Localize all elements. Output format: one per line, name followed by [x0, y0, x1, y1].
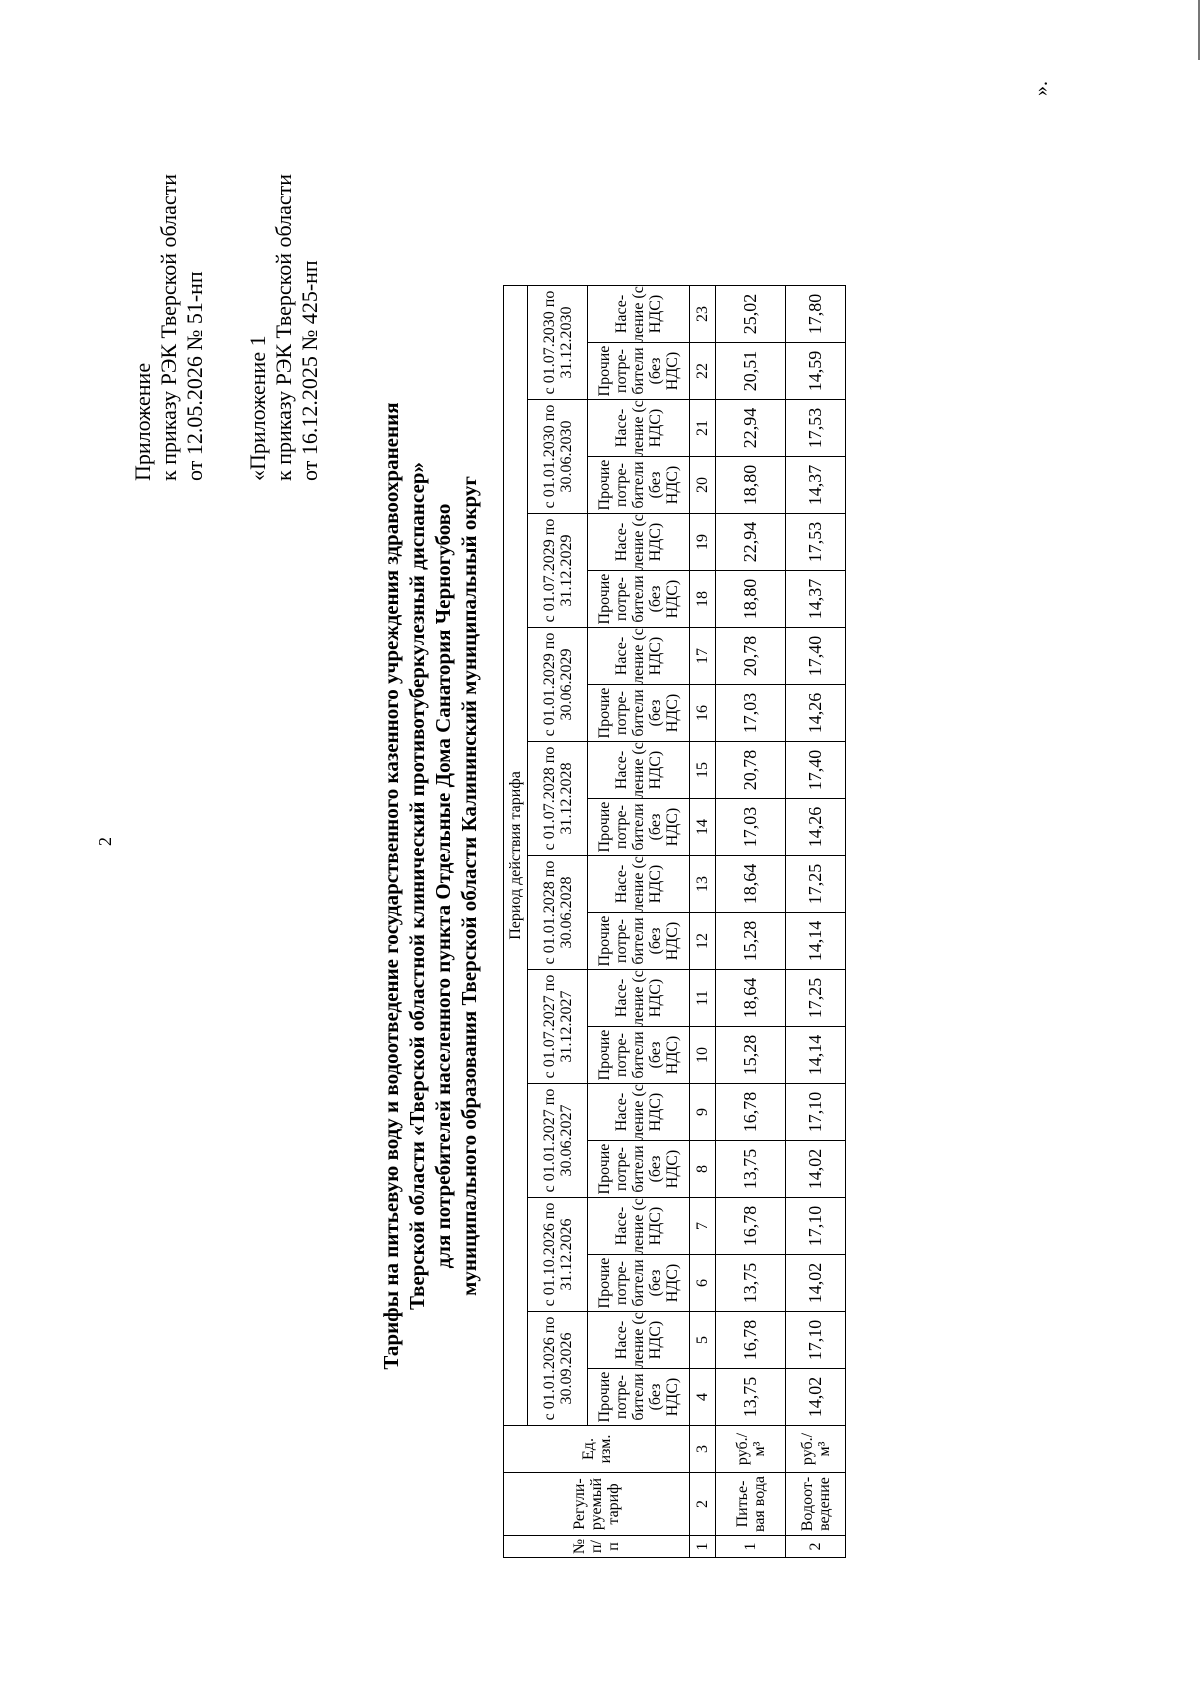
col-header-population: Насе-ление (с НДС) [588, 514, 690, 571]
row-tariff-name: Водоот-ведение [786, 1473, 846, 1536]
row-unit: руб./м³ [716, 1426, 786, 1473]
document-title [378, 196, 482, 1576]
column-number: 22 [690, 343, 716, 400]
appendix-line: Приложение [130, 362, 155, 481]
period-header: с 01.07.2030 по 31.12.2030 [528, 286, 588, 400]
tariff-value: 18,64 [716, 856, 786, 913]
col-header-population: Насе-ление (с НДС) [588, 1312, 690, 1369]
appendix-prev-line: от 16.12.2025 № 425-нп [297, 260, 322, 481]
tariff-value: 13,75 [716, 1141, 786, 1198]
col-header-others: Прочие потре-бители (без НДС) [588, 1141, 690, 1198]
column-number: 10 [690, 1027, 716, 1084]
page-number: 2 [95, 837, 115, 846]
tariff-value: 22,94 [716, 514, 786, 571]
appendix-line: от 12.05.2026 № 51-нп [182, 271, 207, 481]
column-number: 15 [690, 742, 716, 799]
col-header-others: Прочие потре-бители (без НДС) [588, 1027, 690, 1084]
col-header-population: Насе-ление (с НДС) [588, 286, 690, 343]
tariff-value: 16,78 [716, 1312, 786, 1369]
title-line: Тверской области «Тверской областной клинический противотуберкулезный диспансер» [405, 462, 429, 1310]
col-header-others: Прочие потре-бители (без НДС) [588, 343, 690, 400]
title-line: Тарифы на питьевую воду и водоотведение государственного казенного учреждения здравоохранения [379, 402, 403, 1370]
tariff-value: 17,53 [786, 400, 846, 457]
period-header: с 01.01.2030 по 30.06.2030 [528, 400, 588, 514]
tariff-value: 14,59 [786, 343, 846, 400]
tariff-value: 18,80 [716, 457, 786, 514]
tariff-value: 17,10 [786, 1312, 846, 1369]
column-number: 19 [690, 514, 716, 571]
tariff-value: 25,02 [716, 286, 786, 343]
column-number: 23 [690, 286, 716, 343]
column-number: 13 [690, 856, 716, 913]
col-header-population: Насе-ление (с НДС) [588, 1084, 690, 1141]
col-header-population: Насе-ление (с НДС) [588, 628, 690, 685]
tariff-value: 17,53 [786, 514, 846, 571]
tariff-value: 17,03 [716, 799, 786, 856]
row-unit: руб./м³ [786, 1426, 846, 1473]
column-number: 8 [690, 1141, 716, 1198]
column-number: 2 [690, 1473, 716, 1536]
tariff-value: 20,78 [716, 742, 786, 799]
column-number: 5 [690, 1312, 716, 1369]
header-tariff: Регули-руемый тариф [504, 1473, 690, 1536]
period-header: с 01.07.2027 по 31.12.2027 [528, 970, 588, 1084]
tariff-value: 15,28 [716, 913, 786, 970]
tariff-value: 14,14 [786, 1027, 846, 1084]
column-number: 17 [690, 628, 716, 685]
col-header-population: Насе-ление (с НДС) [588, 400, 690, 457]
period-header: с 01.01.2029 по 30.06.2029 [528, 628, 588, 742]
tariff-value: 17,03 [716, 685, 786, 742]
tariff-value: 14,02 [786, 1255, 846, 1312]
column-number: 18 [690, 571, 716, 628]
tariff-value: 17,10 [786, 1198, 846, 1255]
appendix-line: к приказу РЭК Тверской области [156, 173, 181, 481]
tariff-value: 14,14 [786, 913, 846, 970]
tariff-value: 22,94 [716, 400, 786, 457]
tariff-value: 17,25 [786, 970, 846, 1027]
tariff-value: 17,40 [786, 742, 846, 799]
column-number: 9 [690, 1084, 716, 1141]
col-header-others: Прочие потре-бители (без НДС) [588, 685, 690, 742]
header-num: № п/п [504, 1536, 690, 1558]
col-header-others: Прочие потре-бители (без НДС) [588, 913, 690, 970]
column-number: 12 [690, 913, 716, 970]
tariff-value: 17,80 [786, 286, 846, 343]
closing-quote: ». [1030, 81, 1052, 96]
tariff-value: 16,78 [716, 1198, 786, 1255]
appendix-prev-line: «Приложение 1 [245, 335, 270, 481]
column-number: 4 [690, 1369, 716, 1426]
title-line: для потребителей населенного пункта Отдельные Дома Санатория Черногубово [431, 503, 455, 1269]
col-header-others: Прочие потре-бители (без НДС) [588, 457, 690, 514]
title-line: муниципального образования Тверской области Калининский муниципальный округ [457, 476, 481, 1296]
tariff-value: 14,02 [786, 1369, 846, 1426]
tariff-value: 15,28 [716, 1027, 786, 1084]
tariff-value: 18,80 [716, 571, 786, 628]
tariff-value: 16,78 [716, 1084, 786, 1141]
tariff-table [503, 285, 846, 1558]
col-header-others: Прочие потре-бители (без НДС) [588, 1255, 690, 1312]
tariff-value: 13,75 [716, 1369, 786, 1426]
column-number: 3 [690, 1426, 716, 1473]
col-header-others: Прочие потре-бители (без НДС) [588, 571, 690, 628]
tariff-value: 17,25 [786, 856, 846, 913]
row-num: 1 [716, 1536, 786, 1558]
tariff-value: 18,64 [716, 970, 786, 1027]
row-num: 2 [786, 1536, 846, 1558]
col-header-population: Насе-ление (с НДС) [588, 970, 690, 1027]
column-number: 7 [690, 1198, 716, 1255]
column-number: 20 [690, 457, 716, 514]
tariff-value: 20,51 [716, 343, 786, 400]
period-header: с 01.01.2027 по 30.06.2027 [528, 1084, 588, 1198]
col-header-population: Насе-ление (с НДС) [588, 1198, 690, 1255]
tariff-value: 20,78 [716, 628, 786, 685]
tariff-value: 17,40 [786, 628, 846, 685]
col-header-others: Прочие потре-бители (без НДС) [588, 1369, 690, 1426]
period-header: с 01.07.2029 по 31.12.2029 [528, 514, 588, 628]
header-unit: Ед. изм. [504, 1426, 690, 1473]
tariff-value: 17,10 [786, 1084, 846, 1141]
column-number: 1 [690, 1536, 716, 1558]
tariff-value: 14,26 [786, 685, 846, 742]
column-number: 21 [690, 400, 716, 457]
column-number: 14 [690, 799, 716, 856]
tariff-value: 14,02 [786, 1141, 846, 1198]
appendix-prev-block [245, 174, 323, 481]
header-period: Период действия тарифа [504, 286, 528, 1426]
tariff-value: 13,75 [716, 1255, 786, 1312]
col-header-population: Насе-ление (с НДС) [588, 856, 690, 913]
appendix-block [130, 174, 208, 481]
col-header-others: Прочие потре-бители (без НДС) [588, 799, 690, 856]
tariff-value: 14,26 [786, 799, 846, 856]
period-header: с 01.07.2028 по 31.12.2028 [528, 742, 588, 856]
tariff-value: 14,37 [786, 571, 846, 628]
period-header: с 01.01.2026 по 30.09.2026 [528, 1312, 588, 1426]
period-header: с 01.01.2028 по 30.06.2028 [528, 856, 588, 970]
appendix-prev-line: к приказу РЭК Тверской области [271, 173, 296, 481]
period-header: с 01.10.2026 по 31.12.2026 [528, 1198, 588, 1312]
row-tariff-name: Питье-вая вода [716, 1473, 786, 1536]
column-number: 16 [690, 685, 716, 742]
column-number: 6 [690, 1255, 716, 1312]
column-number: 11 [690, 970, 716, 1027]
col-header-population: Насе-ление (с НДС) [588, 742, 690, 799]
tariff-value: 14,37 [786, 457, 846, 514]
